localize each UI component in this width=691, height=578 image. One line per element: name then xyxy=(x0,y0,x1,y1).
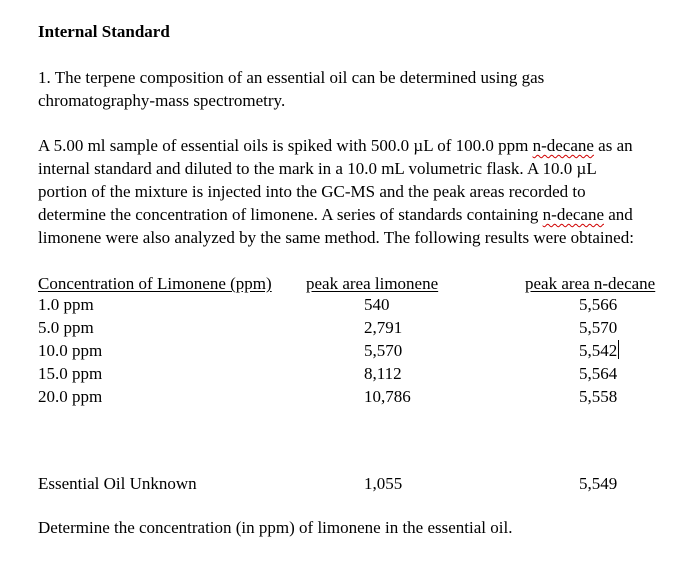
cell-decane: 5,570 xyxy=(579,318,618,337)
document-title: Internal Standard xyxy=(38,22,170,41)
cell-decane: 5,558 xyxy=(579,387,618,406)
results-table xyxy=(38,272,668,408)
misspelled-word[interactable]: n-decane xyxy=(542,205,604,224)
cell-limonene: 540 xyxy=(364,295,390,314)
cell-decane: 5,564 xyxy=(579,364,618,383)
procedure-line: A 5.00 ml sample of essential oils is spiked with 500.0 µL of 100.0 ppm n-decane as an xyxy=(38,136,633,155)
table-row xyxy=(38,293,668,316)
procedure-line: internal standard and diluted to the mark in a 10.0 mL volumetric flask. A 10.0 µL xyxy=(38,159,597,178)
cell-limonene: 8,112 xyxy=(364,364,402,383)
cell-limonene: 2,791 xyxy=(364,318,403,337)
table-row xyxy=(38,385,668,408)
final-question: Determine the concentration (in ppm) of limonene in the essential oil. xyxy=(38,518,513,537)
cell-decane[interactable]: 5,542 xyxy=(579,341,618,360)
table-row xyxy=(38,362,668,385)
table-header xyxy=(38,272,668,293)
cell-concentration: 1.0 ppm xyxy=(38,295,94,314)
question-intro-line: 1. The terpene composition of an essential oil can be determined using gas xyxy=(38,68,545,87)
table-row xyxy=(38,339,668,362)
procedure-paragraph xyxy=(38,134,678,249)
cell-decane: 5,566 xyxy=(579,295,618,314)
unknown-row xyxy=(38,472,668,495)
procedure-line: portion of the mixture is injected into the GC-MS and the peak areas recorded to xyxy=(38,182,586,201)
table-row xyxy=(38,316,668,339)
procedure-line: determine the concentration of limonene. A series of standards containing n-decane and xyxy=(38,205,633,224)
cell-concentration: 20.0 ppm xyxy=(38,387,103,406)
text-cursor xyxy=(618,340,619,359)
unknown-label: Essential Oil Unknown xyxy=(38,474,197,493)
misspelled-word[interactable]: n-decane xyxy=(532,136,594,155)
header-decane: peak area n-decane xyxy=(525,274,656,293)
cell-concentration: 5.0 ppm xyxy=(38,318,94,337)
question-intro xyxy=(38,66,678,112)
cell-concentration: 10.0 ppm xyxy=(38,341,103,360)
question-intro-line: chromatography-mass spectrometry. xyxy=(38,91,286,110)
cell-concentration: 15.0 ppm xyxy=(38,364,103,383)
cell-limonene: 5,570 xyxy=(364,341,403,360)
procedure-line: limonene were also analyzed by the same method. The following results were obtained: xyxy=(38,228,634,247)
header-limonene: peak area limonene xyxy=(306,274,439,293)
unknown-decane: 5,549 xyxy=(579,474,618,493)
unknown-limonene: 1,055 xyxy=(364,474,403,493)
cell-limonene: 10,786 xyxy=(364,387,411,406)
header-concentration: Concentration of Limonene (ppm) xyxy=(38,274,272,293)
